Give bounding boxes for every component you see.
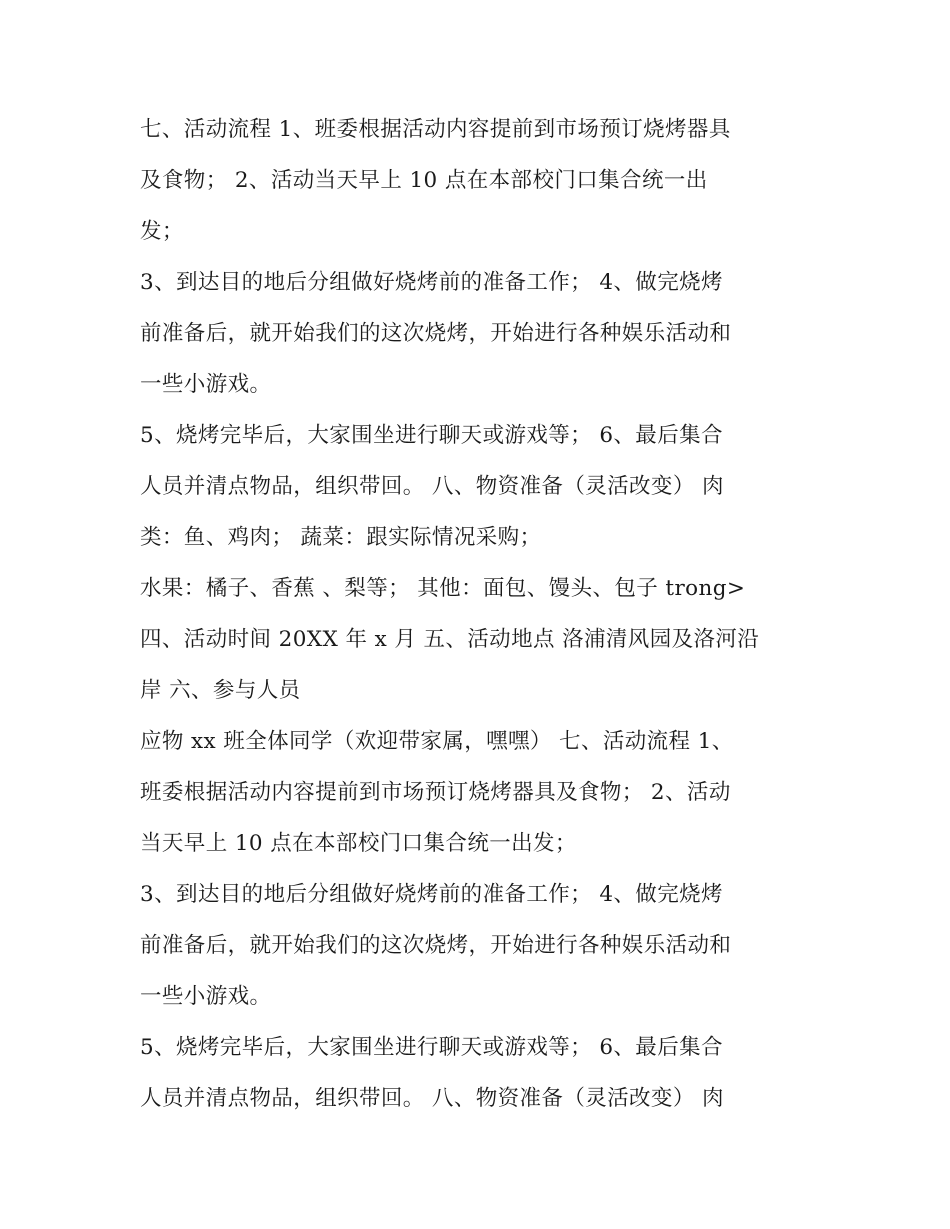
text-line: 5、烧烤完毕后，大家围坐进行聊天或游戏等； 6、最后集合	[140, 1035, 723, 1060]
text-line: 前准备后，就开始我们的这次烧烤，开始进行各种娱乐活动和	[140, 321, 732, 346]
text-line: 当天早上 10 点在本部校门口集合统一出发；	[140, 831, 577, 856]
text-line: 5、烧烤完毕后，大家围坐进行聊天或游戏等； 6、最后集合	[140, 423, 723, 448]
document-body	[140, 104, 830, 1124]
text-line: 一些小游戏。	[140, 984, 272, 1009]
text-line: 七、活动流程 1、班委根据活动内容提前到市场预订烧烤器具	[140, 117, 731, 142]
text-line: 一些小游戏。	[140, 372, 272, 397]
text-line: 岸 六、参与人员	[140, 678, 301, 703]
text-line: 3、到达目的地后分组做好烧烤前的准备工作； 4、做完烧烤	[140, 270, 723, 295]
text-line: 班委根据活动内容提前到市场预订烧烤器具及食物； 2、活动	[140, 780, 731, 805]
text-line: 类：鱼、鸡肉； 蔬菜：跟实际情况采购；	[140, 525, 542, 550]
text-line: 人员并清点物品，组织带回。 八、物资准备（灵活改变） 肉	[140, 1086, 724, 1111]
text-line: 发；	[140, 219, 184, 244]
text-line: 水果：橘子、香蕉 、梨等； 其他：面包、馒头、包子 trong>	[140, 576, 746, 601]
text-line: 3、到达目的地后分组做好烧烤前的准备工作； 4、做完烧烤	[140, 882, 723, 907]
text-line: 前准备后，就开始我们的这次烧烤，开始进行各种娱乐活动和	[140, 933, 732, 958]
text-line: 四、活动时间 20XX 年 x 月 五、活动地点 洛浦清风园及洛河沿	[140, 627, 760, 652]
text-line: 人员并清点物品，组织带回。 八、物资准备（灵活改变） 肉	[140, 474, 724, 499]
text-line: 应物 xx 班全体同学（欢迎带家属，嘿嘿） 七、活动流程 1、	[140, 729, 734, 754]
text-line: 及食物； 2、活动当天早上 10 点在本部校门口集合统一出	[140, 168, 708, 193]
